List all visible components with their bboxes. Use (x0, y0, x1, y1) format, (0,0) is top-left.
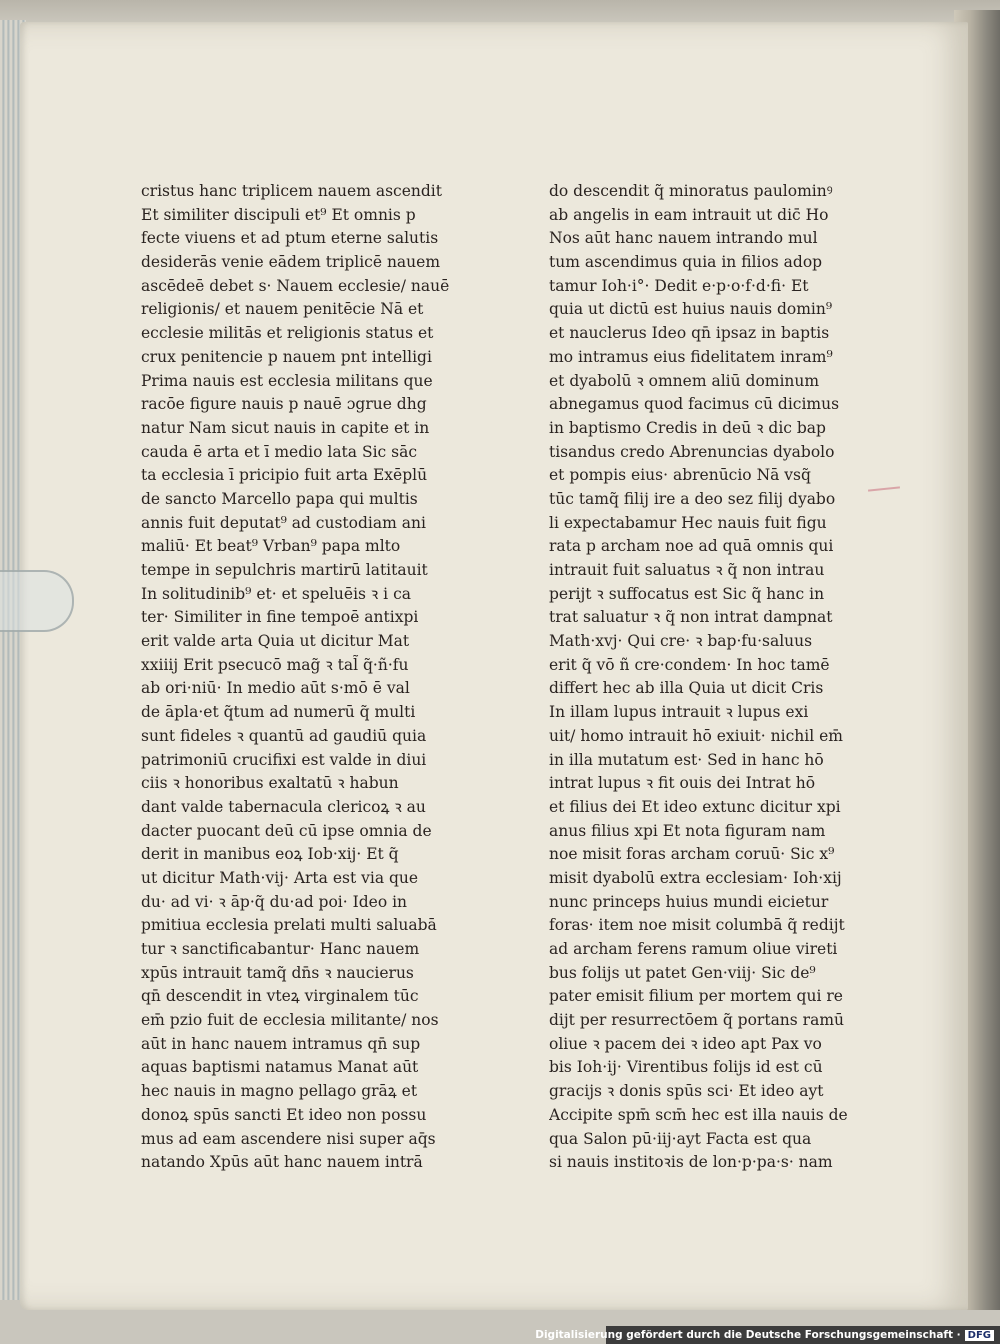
footer-bar (535, 1326, 1000, 1344)
text-line: Math·xvj· Qui cre· ꝛ bap·fu·saluus (549, 632, 813, 651)
text-line: tempe in sepulchris martirū latitauit (141, 561, 428, 579)
text-line: dijt per resurrectōem q̃ portans ramū (549, 1011, 844, 1030)
text-line: xxiiij Erit psecucō mag̃ ꝛ tal̃ q̃·ñ·fu (141, 655, 409, 674)
text-line: oliue ꝛ pacem dei ꝛ ideo apt Pax vo (549, 1034, 822, 1053)
text-line: in illa mutatum est· Sed in hanc hō (549, 750, 824, 769)
text-line: cauda ē arta et ī medio lata Sic sāc (141, 442, 418, 461)
text-line: Et similiter discipuli et⁹ Et omnis p (141, 205, 416, 224)
text-line: ab ori·niū· In medio aūt s·mō ē val (141, 679, 410, 698)
text-line: tūc tamq̃ filij ire a deo sez filij dyabo (549, 489, 836, 508)
text-line: anus filius xpi Et nota figuram nam (549, 821, 826, 840)
text-line: tamur Ioh·i°· Dedit e·p·o·f·d·fi· Et (549, 276, 809, 295)
text-line: pater emisit filium per mortem qui re (549, 987, 843, 1006)
text-line: patrimoniū crucifixi est valde in diui (141, 750, 427, 769)
text-line: mo intramus eius fidelitatem inram⁹ (549, 347, 833, 366)
text-line: Accipite spm̄ scm̄ hec est illa nauis de (549, 1105, 848, 1124)
text-line: intrauit fuit saluatus ꝛ q̃ non intrau (549, 561, 825, 579)
text-line: ciis ꝛ honoribus exaltatū ꝛ habun (141, 774, 399, 793)
text-line: sunt fideles ꝛ quantū ad gaudiū quia (141, 726, 427, 745)
text-line: ter· Similiter in fine tempoē antixpi (141, 608, 419, 627)
text-line: Nos aūt hanc nauem intrando mul (549, 229, 818, 248)
text-line: nunc princeps huius mundi eicietur (549, 892, 829, 911)
text-line: mus ad eam ascendere nisi super aq̄s (141, 1129, 436, 1148)
text-line: foras· item noe misit columbā q̃ redijt (549, 916, 845, 935)
text-line: annis fuit deputat⁹ ad custodiam ani (141, 513, 426, 532)
text-line: In solitudinib⁹ et· et speluēis ꝛ i ca (141, 584, 411, 603)
text-line: et dyabolū ꝛ omnem aliū dominum (549, 371, 820, 390)
text-line: In illam lupus intrauit ꝛ lupus exi (549, 703, 809, 722)
text-line: Prima nauis est ecclesia militans que (141, 371, 433, 390)
text-line: et filius dei Et ideo extunc dicitur xpi (549, 797, 841, 816)
text-line: et pompis eius· abrenūcio Nā vsq̃ (549, 466, 811, 485)
text-line: ad archam ferens ramum oliue vireti (549, 940, 838, 958)
text-line: maliū· Et beat⁹ Vrban⁹ papa mlto (141, 537, 401, 556)
text-line: crux penitencie p nauem pnt intelligi (141, 347, 432, 366)
text-line: donoꝝ spūs sancti Et ideo non possu (141, 1105, 427, 1124)
text-column-right (549, 180, 869, 1175)
text-line: dant valde tabernacula clericoꝝ ꝛ au (141, 797, 426, 816)
dfg-logo: DFG (965, 1330, 994, 1341)
text-line: erit q̃ vō ñ cre·condem· In hoc tamē (549, 655, 830, 674)
page-clip (0, 570, 74, 632)
text-line: misit dyabolū extra ecclesiam· Ioh·xij (549, 868, 842, 887)
text-line: bus folijs ut patet Gen·viij· Sic de⁹ (549, 963, 816, 982)
text-line: tur ꝛ sanctificabantur· Hanc nauem (141, 940, 420, 958)
text-line: do descendit q̃ minoratus paulominꝰ (549, 182, 833, 200)
text-column-left (141, 180, 461, 1175)
text-line: tisandus credo Abrenuncias dyabolo (549, 442, 835, 461)
text-line: uit/ homo intrauit hō exiuit· nichil em̄ (549, 726, 843, 745)
text-line: noe misit foras archam coruū· Sic x⁹ (549, 845, 835, 864)
text-line: derit in manibus eoꝝ Iob·xij· Et q̃ (141, 845, 399, 864)
text-line: ascēdeē debet s· Nauem ecclesie/ nauē (141, 276, 450, 295)
text-line: racōe figure nauis p nauē ɔgrue dhg (141, 395, 427, 414)
text-line: quia ut dictū est huius nauis domin⁹ (549, 300, 833, 319)
text-line: pmitiua ecclesia prelati multi saluabā (141, 916, 437, 935)
text-line: intrat lupus ꝛ fit ouis dei Intrat hō (549, 774, 816, 793)
text-line: bis Ioh·ij· Virentibus folijs id est cū (549, 1058, 823, 1077)
text-line: trat saluatur ꝛ q̃ non intrat dampnat (549, 608, 833, 627)
text-line: ecclesie militās et religionis status et (141, 324, 434, 343)
text-line: si nauis institoꝛis de lon·p·pa·s· nam (549, 1153, 833, 1172)
text-line: in baptismo Credis in deū ꝛ di̇c bap (549, 418, 826, 437)
text-line: rata p archam noe ad quā omnis qui (549, 537, 834, 556)
text-line: differt hec ab illa Quia ut dicit Cris (549, 679, 824, 698)
text-line: abnegamus quod facimus cū dicimus (549, 395, 840, 414)
text-line: tum ascendimus quia in filios adop (549, 253, 823, 272)
text-line: et nauclerus Ideo qn̄ ipsaz in baptis (549, 324, 830, 343)
text-line: xpūs intrauit tamq̃ dn̄s ꝛ naucierus (141, 963, 414, 982)
text-line: ab angelis in eam intrauit ut dic̄ Ho (549, 205, 829, 224)
text-line: desiderās venie eādem triplicē nauem (141, 253, 441, 272)
text-line: natando Xpūs aūt hanc nauem intrā (141, 1153, 423, 1172)
text-line: aquas baptismi natamus Manat aūt (141, 1058, 419, 1077)
footer-credit: Digitalisierung gefördert durch die Deutsche Forschungsgemeinschaft · (535, 1329, 961, 1341)
text-line: li expectabamur Hec nauis fuit figu (549, 513, 827, 532)
text-line: ta ecclesia ī pricipio fuit arta Exēplū (141, 466, 428, 485)
text-line: gracijs ꝛ donis spūs sci· Et ideo ayt (549, 1082, 824, 1101)
text-line: fecte viuens et ad ptum eterne salutis (141, 229, 439, 248)
text-line: natur Nam sicut nauis in capite et in (141, 418, 430, 437)
text-line: du· ad vi· ꝛ āp·q̃ du·ad poi· Ideo in (141, 892, 408, 911)
text-line: perijt ꝛ suffocatus est Sic q̃ hanc in (549, 584, 825, 603)
text-line: qn̄ descendit in vteꝝ virginalem tūc (141, 987, 419, 1006)
text-line: hec nauis in magno pellago grāꝝ et (141, 1082, 418, 1101)
text-line: em̄ pzio fuit de ecclesia militante/ nos (141, 1011, 439, 1030)
text-line: qua Salon pū·iij·ayt Facta est qua (549, 1129, 812, 1148)
text-line: cristus hanc triplicem nauem ascendit (141, 182, 442, 200)
text-line: ut dicitur Math·vij· Arta est via que (141, 868, 419, 887)
text-line: de sancto Marcello papa qui multis (141, 489, 418, 508)
text-line: aūt in hanc nauem intramus qn̄ sup (141, 1034, 421, 1053)
text-line: erit valde arta Quia ut dicitur Mat (141, 632, 410, 651)
text-line: de āpla·et q̃tum ad numerū q̃ multi (141, 703, 416, 722)
text-line: religionis/ et nauem penitēcie Nā et (141, 300, 424, 319)
text-line: dacter puocant deū cū ipse omnia de (141, 821, 432, 840)
